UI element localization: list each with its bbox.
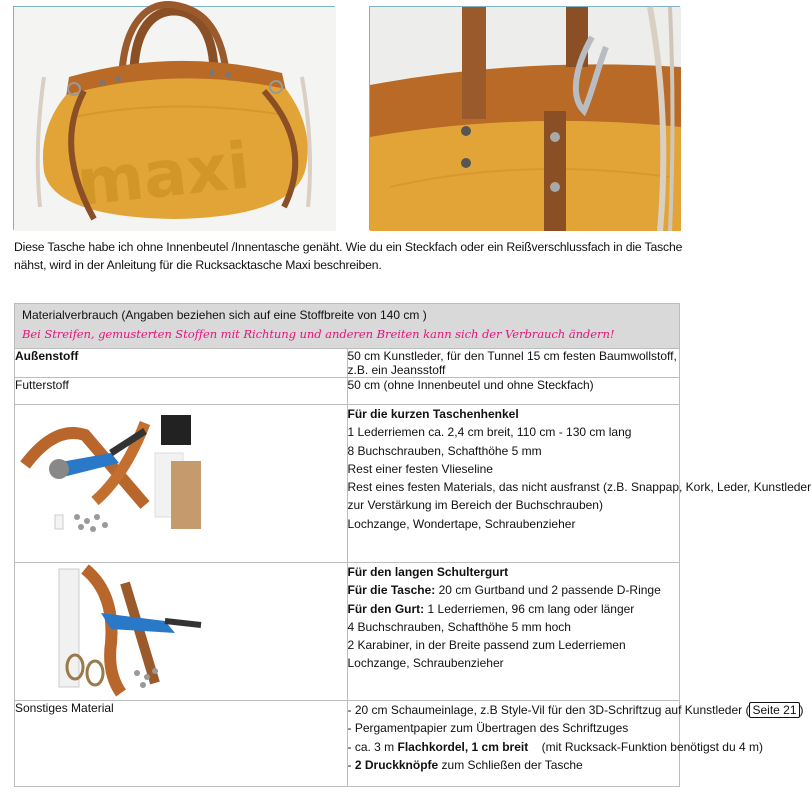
list-item xyxy=(348,756,680,774)
table-row xyxy=(15,349,680,378)
intro-line-2: nähst, wird in der Anleitung für die Rucksacktasche Maxi beschreiben. xyxy=(14,258,382,273)
table-row xyxy=(15,405,680,563)
intro-line-1: Diese Tasche habe ich ohne Innenbeutel /Innentasche genäht. Wie du ein Steckfach oder ein Reißverschlussfach in die Tasche xyxy=(14,240,683,254)
cord-post: (mit Rucksack-Funktion benötigst du 4 m) xyxy=(528,739,763,754)
foam-text: - 20 cm Schaumeinlage, z.B Style-Vil für den 3D-Schriftzug auf Kunstleder ( xyxy=(347,703,750,717)
bag-value: 20 cm Gurtband und 2 passende D-Ringe xyxy=(435,583,661,598)
list-item: Lochzange, Schraubenzieher xyxy=(347,656,504,671)
list-item: 1 Lederriemen ca. 2,4 cm breit, 110 cm - 130 cm lang xyxy=(347,425,632,440)
snap-post: zum Schließen der Tasche xyxy=(438,757,583,772)
list-item: Rest eines festen Materials, das nicht ausfranst (z.B. Snappap, Kork, Leder, Kunstleder xyxy=(347,480,811,495)
table-header xyxy=(15,304,680,349)
futterstoff-label: Futterstoff xyxy=(15,378,348,405)
table-row xyxy=(15,701,680,787)
short-handles-cell xyxy=(347,405,811,563)
table-row xyxy=(15,563,680,701)
shoulder-strap-cell xyxy=(347,563,680,701)
shoulder-strap-title: Für den langen Schultergurt xyxy=(347,565,509,579)
list-item: 4 Buchschrauben, Schafthöhe 5 mm hoch xyxy=(347,619,571,634)
cord-pre: - ca. 3 m xyxy=(347,739,398,754)
aussenstoff-label: Außenstoff xyxy=(15,349,348,378)
list-item xyxy=(347,738,763,756)
intro-paragraph xyxy=(14,238,686,275)
sonstiges-cell xyxy=(347,701,804,787)
list-item: - Pergamentpapier zum Übertragen des Schriftzuges xyxy=(347,721,629,736)
bag-photo xyxy=(13,6,335,230)
list-item xyxy=(348,600,680,618)
snap-pre: - xyxy=(347,757,355,772)
sonstiges-label: Sonstiges Material xyxy=(15,701,348,787)
list-item: Lochzange, Wondertape, Schraubenzieher xyxy=(347,516,576,531)
strap-value: 1 Lederriemen, 96 cm lang oder länger xyxy=(424,601,635,616)
strap-tools-image xyxy=(15,563,348,701)
strap-label: Für den Gurt: xyxy=(347,601,425,616)
bag-closeup-photo xyxy=(369,6,680,230)
list-item xyxy=(348,581,680,599)
table-row xyxy=(15,378,680,405)
bag-label: Für die Tasche: xyxy=(347,583,436,598)
table-header-row xyxy=(15,304,680,349)
handle-tools-image xyxy=(15,405,348,563)
header-title: Materialverbrauch (Angaben beziehen sich auf eine Stoffbreite von 140 cm ) xyxy=(22,308,427,322)
foam-text-end: ) xyxy=(799,703,804,717)
page-21-link[interactable]: Seite 21 xyxy=(749,702,799,718)
list-item xyxy=(347,701,804,719)
aussenstoff-value: 50 cm Kunstleder, für den Tunnel 15 cm festen Baumwollstoff, z.B. ein Jeansstoff xyxy=(347,349,680,378)
futterstoff-value: 50 cm (ohne Innenbeutel und ohne Steckfach) xyxy=(347,378,680,405)
list-item: 8 Buchschrauben, Schafthöhe 5 mm xyxy=(347,443,542,458)
short-handles-title: Für die kurzen Taschenhenkel xyxy=(347,407,519,421)
snap-bold: 2 Druckknöpfe xyxy=(354,757,439,772)
list-item: Rest einer festen Vlieseline xyxy=(347,461,493,476)
embossed-maxi-text: maxi xyxy=(73,129,254,222)
list-item: 2 Karabiner, in der Breite passend zum Lederriemen xyxy=(347,638,626,653)
materials-table xyxy=(14,303,811,787)
header-note: Bei Streifen, gemusterten Stoffen mit Richtung und anderen Breiten kann sich der Verbrauch ändern! xyxy=(22,327,615,341)
list-item: zur Verstärkung im Bereich der Buchschrauben) xyxy=(347,498,603,513)
cord-bold: Flachkordel, 1 cm breit xyxy=(397,739,529,754)
